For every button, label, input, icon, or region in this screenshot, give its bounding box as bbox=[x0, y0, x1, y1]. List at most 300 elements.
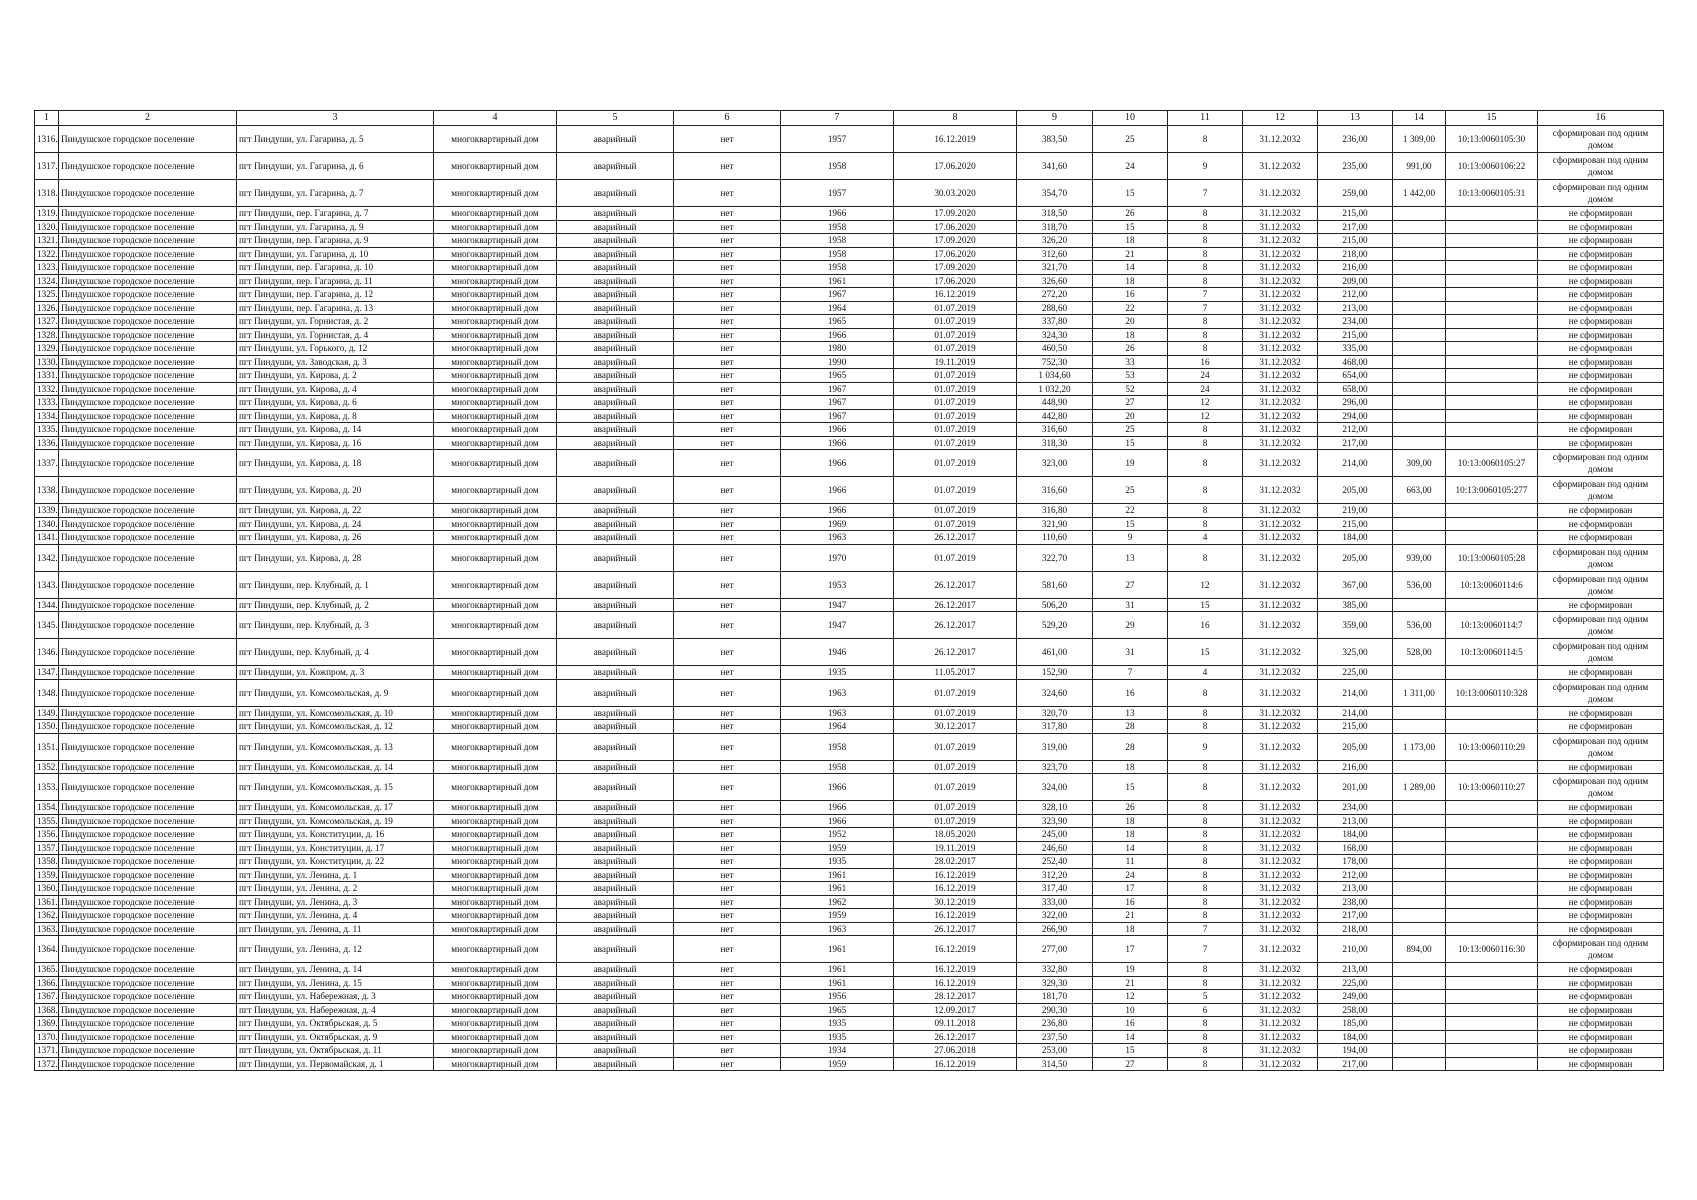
table-cell: 1962 bbox=[781, 895, 894, 909]
table-cell: аварийный bbox=[557, 814, 674, 828]
table-cell: 212,00 bbox=[1318, 868, 1393, 882]
table-cell: 939,00 bbox=[1393, 544, 1446, 571]
table-cell: 28.12.2017 bbox=[894, 990, 1017, 1004]
table-cell: нет bbox=[674, 288, 781, 302]
table-cell: Пиндушское городское поселение bbox=[59, 990, 237, 1004]
table-cell: аварийный bbox=[557, 423, 674, 437]
table-cell bbox=[1446, 436, 1538, 450]
table-cell: 15 bbox=[1093, 436, 1168, 450]
table-cell: нет bbox=[674, 733, 781, 760]
table-cell: 1348. bbox=[35, 679, 59, 706]
table-cell: 1 442,00 bbox=[1393, 180, 1446, 207]
table-cell: Пиндушское городское поселение bbox=[59, 895, 237, 909]
table-cell: 9 bbox=[1168, 733, 1243, 760]
table-cell: 8 bbox=[1168, 963, 1243, 977]
table-cell bbox=[1393, 814, 1446, 828]
table-cell: нет bbox=[674, 801, 781, 815]
table-cell: 8 bbox=[1168, 234, 1243, 248]
table-cell: Пиндушское городское поселение bbox=[59, 517, 237, 531]
table-cell: аварийный bbox=[557, 679, 674, 706]
table-cell: многоквартирный дом bbox=[434, 396, 557, 410]
table-cell: 4 bbox=[1168, 531, 1243, 545]
table-cell: 1342. bbox=[35, 544, 59, 571]
table-cell: Пиндушское городское поселение bbox=[59, 976, 237, 990]
table-cell: аварийный bbox=[557, 544, 674, 571]
table-cell: 31.12.2032 bbox=[1243, 936, 1318, 963]
table-cell: 1316. bbox=[35, 126, 59, 153]
table-cell: нет bbox=[674, 423, 781, 437]
table-cell: 01.07.2019 bbox=[894, 733, 1017, 760]
table-cell: 8 bbox=[1168, 315, 1243, 329]
table-cell: пгт Пиндуши, пер. Гагарина, д. 13 bbox=[237, 301, 434, 315]
table-cell: 8 bbox=[1168, 504, 1243, 518]
table-cell: 10:13:0060114:5 bbox=[1446, 639, 1538, 666]
table-cell: 214,00 bbox=[1318, 679, 1393, 706]
table-cell: 460,50 bbox=[1017, 342, 1093, 356]
table-cell bbox=[1446, 355, 1538, 369]
table-cell: 15 bbox=[1168, 639, 1243, 666]
table-cell: 1935 bbox=[781, 855, 894, 869]
table-cell: 7 bbox=[1168, 936, 1243, 963]
table-cell: нет bbox=[674, 882, 781, 896]
table-cell: 1963 bbox=[781, 531, 894, 545]
table-cell: аварийный bbox=[557, 477, 674, 504]
table-cell: 1372. bbox=[35, 1057, 59, 1071]
table-cell bbox=[1393, 315, 1446, 329]
table-cell bbox=[1393, 882, 1446, 896]
table-cell: 1336. bbox=[35, 436, 59, 450]
table-cell bbox=[1393, 963, 1446, 977]
table-cell: многоквартирный дом bbox=[434, 882, 557, 896]
table-row bbox=[35, 234, 1664, 248]
table-cell: не сформирован bbox=[1538, 963, 1664, 977]
table-cell bbox=[1446, 1003, 1538, 1017]
table-cell: пгт Пиндуши, ул. Первомайская, д. 1 bbox=[237, 1057, 434, 1071]
table-cell: пгт Пиндуши, ул. Кирова, д. 20 bbox=[237, 477, 434, 504]
table-cell: 325,00 bbox=[1318, 639, 1393, 666]
table-cell bbox=[1446, 922, 1538, 936]
table-cell: 26.12.2017 bbox=[894, 1030, 1017, 1044]
table-cell: Пиндушское городское поселение bbox=[59, 1030, 237, 1044]
table-cell: 8 bbox=[1168, 801, 1243, 815]
table-cell: 17.09.2020 bbox=[894, 234, 1017, 248]
table-cell: 296,00 bbox=[1318, 396, 1393, 410]
table-cell bbox=[1393, 706, 1446, 720]
table-cell: аварийный bbox=[557, 1044, 674, 1058]
table-cell: 314,50 bbox=[1017, 1057, 1093, 1071]
table-cell: сформирован под одним домом bbox=[1538, 571, 1664, 598]
table-cell: 24 bbox=[1093, 868, 1168, 882]
table-cell: пгт Пиндуши, ул. Комсомольская, д. 19 bbox=[237, 814, 434, 828]
table-cell: аварийный bbox=[557, 963, 674, 977]
table-cell: нет bbox=[674, 369, 781, 383]
table-cell: 1355. bbox=[35, 814, 59, 828]
table-cell: 1344. bbox=[35, 598, 59, 612]
table-cell: не сформирован bbox=[1538, 976, 1664, 990]
table-cell: Пиндушское городское поселение bbox=[59, 531, 237, 545]
table-cell bbox=[1446, 396, 1538, 410]
table-cell: 225,00 bbox=[1318, 666, 1393, 680]
table-cell: Пиндушское городское поселение bbox=[59, 396, 237, 410]
table-cell: сформирован под одним домом bbox=[1538, 612, 1664, 639]
table-cell: пгт Пиндуши, пер. Гагарина, д. 9 bbox=[237, 234, 434, 248]
table-cell: 461,00 bbox=[1017, 639, 1093, 666]
table-cell: не сформирован bbox=[1538, 396, 1664, 410]
table-cell: 21 bbox=[1093, 247, 1168, 261]
table-cell: не сформирован bbox=[1538, 1017, 1664, 1031]
table-cell: не сформирован bbox=[1538, 220, 1664, 234]
table-cell: не сформирован bbox=[1538, 409, 1664, 423]
table-cell: Пиндушское городское поселение bbox=[59, 247, 237, 261]
table-cell bbox=[1446, 882, 1538, 896]
table-cell: Пиндушское городское поселение bbox=[59, 504, 237, 518]
table-cell: пгт Пиндуши, ул. Кирова, д. 14 bbox=[237, 423, 434, 437]
table-cell: 8 bbox=[1168, 706, 1243, 720]
table-cell: пгт Пиндуши, ул. Кирова, д. 26 bbox=[237, 531, 434, 545]
table-cell: пгт Пиндуши, ул. Комсомольская, д. 15 bbox=[237, 774, 434, 801]
table-cell: 16 bbox=[1168, 612, 1243, 639]
table-cell: аварийный bbox=[557, 882, 674, 896]
table-cell bbox=[1393, 382, 1446, 396]
table-cell: 01.07.2019 bbox=[894, 477, 1017, 504]
table-cell: 1326. bbox=[35, 301, 59, 315]
table-cell: пгт Пиндуши, ул. Комсомольская, д. 10 bbox=[237, 706, 434, 720]
table-cell: 31.12.2032 bbox=[1243, 126, 1318, 153]
table-cell: 468,00 bbox=[1318, 355, 1393, 369]
table-cell bbox=[1446, 1057, 1538, 1071]
table-cell: нет bbox=[674, 976, 781, 990]
table-cell: 332,80 bbox=[1017, 963, 1093, 977]
table-cell: не сформирован bbox=[1538, 342, 1664, 356]
table-cell: 316,80 bbox=[1017, 504, 1093, 518]
table-cell: Пиндушское городское поселение bbox=[59, 436, 237, 450]
table-cell bbox=[1446, 868, 1538, 882]
table-cell: 31.12.2032 bbox=[1243, 612, 1318, 639]
table-cell: 213,00 bbox=[1318, 301, 1393, 315]
table-cell bbox=[1393, 423, 1446, 437]
table-cell bbox=[1446, 207, 1538, 221]
table-cell: 31.12.2032 bbox=[1243, 436, 1318, 450]
table-cell: 1966 bbox=[781, 450, 894, 477]
table-cell: 1961 bbox=[781, 963, 894, 977]
table-cell: аварийный bbox=[557, 760, 674, 774]
table-cell: 8 bbox=[1168, 720, 1243, 734]
table-cell bbox=[1393, 598, 1446, 612]
table-cell: нет bbox=[674, 639, 781, 666]
table-cell: 01.07.2019 bbox=[894, 328, 1017, 342]
table-cell bbox=[1393, 895, 1446, 909]
table-row bbox=[35, 315, 1664, 329]
table-cell: 10:13:0060105:30 bbox=[1446, 126, 1538, 153]
table-cell: 22 bbox=[1093, 301, 1168, 315]
table-cell: аварийный bbox=[557, 598, 674, 612]
table-cell: Пиндушское городское поселение bbox=[59, 477, 237, 504]
table-cell: многоквартирный дом bbox=[434, 855, 557, 869]
table-cell: 31.12.2032 bbox=[1243, 396, 1318, 410]
table-cell: аварийный bbox=[557, 436, 674, 450]
table-cell: 7 bbox=[1168, 922, 1243, 936]
table-cell: 184,00 bbox=[1318, 828, 1393, 842]
table-cell bbox=[1446, 909, 1538, 923]
table-cell: 448,90 bbox=[1017, 396, 1093, 410]
table-cell: 20 bbox=[1093, 409, 1168, 423]
table-cell: Пиндушское городское поселение bbox=[59, 909, 237, 923]
table-cell: 17.06.2020 bbox=[894, 153, 1017, 180]
table-cell: 25 bbox=[1093, 423, 1168, 437]
table-cell: нет bbox=[674, 598, 781, 612]
column-number-cell: 1 bbox=[35, 111, 59, 126]
table-cell: нет bbox=[674, 814, 781, 828]
table-cell: 214,00 bbox=[1318, 450, 1393, 477]
table-cell: 18 bbox=[1093, 814, 1168, 828]
table-cell: 18 bbox=[1093, 760, 1168, 774]
table-cell: 1934 bbox=[781, 1044, 894, 1058]
table-cell: Пиндушское городское поселение bbox=[59, 733, 237, 760]
table-cell: 8 bbox=[1168, 220, 1243, 234]
table-row bbox=[35, 963, 1664, 977]
table-cell: многоквартирный дом bbox=[434, 207, 557, 221]
table-cell bbox=[1393, 922, 1446, 936]
table-cell: 1358. bbox=[35, 855, 59, 869]
table-cell: 1969 bbox=[781, 517, 894, 531]
table-cell: 27 bbox=[1093, 1057, 1168, 1071]
table-cell: 1959 bbox=[781, 841, 894, 855]
table-cell: пгт Пиндуши, ул. Кирова, д. 6 bbox=[237, 396, 434, 410]
table-cell: 215,00 bbox=[1318, 720, 1393, 734]
table-cell: 10:13:0060105:27 bbox=[1446, 450, 1538, 477]
table-cell: 1367. bbox=[35, 990, 59, 1004]
table-cell: пгт Пиндуши, ул. Ленина, д. 15 bbox=[237, 976, 434, 990]
table-row bbox=[35, 355, 1664, 369]
table-cell: сформирован под одним домом bbox=[1538, 180, 1664, 207]
table-cell: Пиндушское городское поселение bbox=[59, 234, 237, 248]
table-cell: аварийный bbox=[557, 801, 674, 815]
table-cell: 53 bbox=[1093, 369, 1168, 383]
table-cell: 26.12.2017 bbox=[894, 598, 1017, 612]
table-cell: 31.12.2032 bbox=[1243, 720, 1318, 734]
table-cell: 31.12.2032 bbox=[1243, 841, 1318, 855]
table-cell: пгт Пиндуши, ул. Гагарина, д. 6 bbox=[237, 153, 434, 180]
table-cell: 1338. bbox=[35, 477, 59, 504]
table-cell: Пиндушское городское поселение bbox=[59, 598, 237, 612]
table-cell: 31.12.2032 bbox=[1243, 801, 1318, 815]
table-cell: 14 bbox=[1093, 841, 1168, 855]
table-cell: 1352. bbox=[35, 760, 59, 774]
table-cell: нет bbox=[674, 207, 781, 221]
table-cell: нет bbox=[674, 126, 781, 153]
table-cell: 1966 bbox=[781, 774, 894, 801]
table-cell: 8 bbox=[1168, 544, 1243, 571]
table-cell: 294,00 bbox=[1318, 409, 1393, 423]
table-cell: не сформирован bbox=[1538, 261, 1664, 275]
table-cell: многоквартирный дом bbox=[434, 436, 557, 450]
table-cell bbox=[1393, 504, 1446, 518]
table-cell: 894,00 bbox=[1393, 936, 1446, 963]
table-cell: нет bbox=[674, 517, 781, 531]
table-cell: 26.12.2017 bbox=[894, 639, 1017, 666]
table-cell bbox=[1446, 504, 1538, 518]
table-cell: 10:13:0060105:31 bbox=[1446, 180, 1538, 207]
table-cell: 1356. bbox=[35, 828, 59, 842]
table-cell: 341,60 bbox=[1017, 153, 1093, 180]
table-cell: многоквартирный дом bbox=[434, 922, 557, 936]
table-cell: многоквартирный дом bbox=[434, 355, 557, 369]
table-cell: не сформирован bbox=[1538, 909, 1664, 923]
table-row bbox=[35, 855, 1664, 869]
table-cell: не сформирован bbox=[1538, 1057, 1664, 1071]
table-cell: 1335. bbox=[35, 423, 59, 437]
table-cell bbox=[1393, 841, 1446, 855]
table-cell: пгт Пиндуши, ул. Ленина, д. 3 bbox=[237, 895, 434, 909]
table-cell: многоквартирный дом bbox=[434, 544, 557, 571]
table-cell: пгт Пиндуши, ул. Кожпром, д. 3 bbox=[237, 666, 434, 680]
table-cell: не сформирован bbox=[1538, 288, 1664, 302]
table-cell: 19.11.2019 bbox=[894, 355, 1017, 369]
table-cell: 213,00 bbox=[1318, 814, 1393, 828]
table-cell: 8 bbox=[1168, 882, 1243, 896]
table-cell: 31.12.2032 bbox=[1243, 477, 1318, 504]
table-cell: 442,80 bbox=[1017, 409, 1093, 423]
table-cell: 324,60 bbox=[1017, 679, 1093, 706]
table-cell: многоквартирный дом bbox=[434, 517, 557, 531]
table-cell: нет bbox=[674, 1057, 781, 1071]
table-row bbox=[35, 261, 1664, 275]
table-cell: 18.05.2020 bbox=[894, 828, 1017, 842]
table-row bbox=[35, 639, 1664, 666]
table-cell bbox=[1393, 328, 1446, 342]
table-cell: нет bbox=[674, 909, 781, 923]
table-cell: 235,00 bbox=[1318, 153, 1393, 180]
table-cell: 259,00 bbox=[1318, 180, 1393, 207]
table-cell: пгт Пиндуши, ул. Кирова, д. 24 bbox=[237, 517, 434, 531]
table-cell: пгт Пиндуши, пер. Гагарина, д. 10 bbox=[237, 261, 434, 275]
table-cell: 326,60 bbox=[1017, 274, 1093, 288]
table-cell: нет bbox=[674, 247, 781, 261]
table-cell: Пиндушское городское поселение bbox=[59, 639, 237, 666]
table-cell: Пиндушское городское поселение bbox=[59, 450, 237, 477]
table-cell: 25 bbox=[1093, 126, 1168, 153]
table-cell: 1 289,00 bbox=[1393, 774, 1446, 801]
column-number-cell: 11 bbox=[1168, 111, 1243, 126]
table-cell: 991,00 bbox=[1393, 153, 1446, 180]
table-cell: не сформирован bbox=[1538, 369, 1664, 383]
table-cell: 8 bbox=[1168, 1017, 1243, 1031]
table-cell: 1325. bbox=[35, 288, 59, 302]
table-cell: Пиндушское городское поселение bbox=[59, 868, 237, 882]
table-cell: 31.12.2032 bbox=[1243, 639, 1318, 666]
table-cell: нет bbox=[674, 531, 781, 545]
table-cell bbox=[1446, 423, 1538, 437]
table-cell: 31.12.2032 bbox=[1243, 382, 1318, 396]
table-cell: 8 bbox=[1168, 247, 1243, 261]
table-cell: 1317. bbox=[35, 153, 59, 180]
table-cell: 1935 bbox=[781, 666, 894, 680]
table-cell: 253,00 bbox=[1017, 1044, 1093, 1058]
table-cell: 312,60 bbox=[1017, 247, 1093, 261]
table-cell: 17.06.2020 bbox=[894, 220, 1017, 234]
table-cell: аварийный bbox=[557, 220, 674, 234]
table-cell bbox=[1393, 828, 1446, 842]
table-cell: аварийный bbox=[557, 909, 674, 923]
table-cell: 16.12.2019 bbox=[894, 882, 1017, 896]
table-cell: 152,90 bbox=[1017, 666, 1093, 680]
table-cell: 17.06.2020 bbox=[894, 247, 1017, 261]
table-cell: 528,00 bbox=[1393, 639, 1446, 666]
table-cell: не сформирован bbox=[1538, 760, 1664, 774]
table-cell: 1370. bbox=[35, 1030, 59, 1044]
table-cell: 10:13:0060114:7 bbox=[1446, 612, 1538, 639]
table-cell: 1959 bbox=[781, 1057, 894, 1071]
table-cell: аварийный bbox=[557, 706, 674, 720]
table-cell: 1343. bbox=[35, 571, 59, 598]
table-cell: 15 bbox=[1093, 1044, 1168, 1058]
table-cell: 31.12.2032 bbox=[1243, 909, 1318, 923]
table-cell: 752,30 bbox=[1017, 355, 1093, 369]
table-row bbox=[35, 126, 1664, 153]
table-cell: 11.05.2017 bbox=[894, 666, 1017, 680]
table-row bbox=[35, 706, 1664, 720]
table-cell: пгт Пиндуши, ул. Гагарина, д. 9 bbox=[237, 220, 434, 234]
table-cell: 17.09.2020 bbox=[894, 261, 1017, 275]
table-cell: не сформирован bbox=[1538, 207, 1664, 221]
table-cell: 1324. bbox=[35, 274, 59, 288]
table-cell: 01.07.2019 bbox=[894, 679, 1017, 706]
table-cell: 14 bbox=[1093, 1030, 1168, 1044]
table-cell: пгт Пиндуши, ул. Гагарина, д. 5 bbox=[237, 126, 434, 153]
table-row bbox=[35, 598, 1664, 612]
table-cell: 1966 bbox=[781, 328, 894, 342]
table-cell: 15 bbox=[1093, 220, 1168, 234]
table-cell: пгт Пиндуши, ул. Горнистая, д. 2 bbox=[237, 315, 434, 329]
table-cell: Пиндушское городское поселение bbox=[59, 666, 237, 680]
table-cell bbox=[1393, 531, 1446, 545]
table-cell: пгт Пиндуши, ул. Горнистая, д. 4 bbox=[237, 328, 434, 342]
table-cell: 178,00 bbox=[1318, 855, 1393, 869]
table-cell: 31.12.2032 bbox=[1243, 355, 1318, 369]
table-cell: 1966 bbox=[781, 814, 894, 828]
table-cell: 12.09.2017 bbox=[894, 1003, 1017, 1017]
table-cell: 1363. bbox=[35, 922, 59, 936]
table-cell: 312,20 bbox=[1017, 868, 1093, 882]
table-cell: 1361. bbox=[35, 895, 59, 909]
table-cell: 1967 bbox=[781, 288, 894, 302]
table-cell: 8 bbox=[1168, 342, 1243, 356]
table-cell: 31.12.2032 bbox=[1243, 1017, 1318, 1031]
table-cell: Пиндушское городское поселение bbox=[59, 207, 237, 221]
table-cell: 1965 bbox=[781, 315, 894, 329]
table-cell: 1990 bbox=[781, 355, 894, 369]
table-cell: 30.12.2019 bbox=[894, 895, 1017, 909]
table-cell: сформирован под одним домом bbox=[1538, 936, 1664, 963]
table-cell: многоквартирный дом bbox=[434, 801, 557, 815]
table-row bbox=[35, 396, 1664, 410]
table-cell bbox=[1446, 720, 1538, 734]
table-cell: не сформирован bbox=[1538, 720, 1664, 734]
table-cell: 28.02.2017 bbox=[894, 855, 1017, 869]
table-cell: 01.07.2019 bbox=[894, 450, 1017, 477]
table-cell: аварийный bbox=[557, 328, 674, 342]
table-cell: 31.12.2032 bbox=[1243, 234, 1318, 248]
table-cell: 238,00 bbox=[1318, 895, 1393, 909]
table-cell: 1366. bbox=[35, 976, 59, 990]
table-cell: не сформирован bbox=[1538, 315, 1664, 329]
table-cell: 18 bbox=[1093, 922, 1168, 936]
table-cell bbox=[1446, 801, 1538, 815]
table-cell: 1331. bbox=[35, 369, 59, 383]
table-cell: 225,00 bbox=[1318, 976, 1393, 990]
table-cell bbox=[1446, 1017, 1538, 1031]
table-cell: Пиндушское городское поселение bbox=[59, 936, 237, 963]
